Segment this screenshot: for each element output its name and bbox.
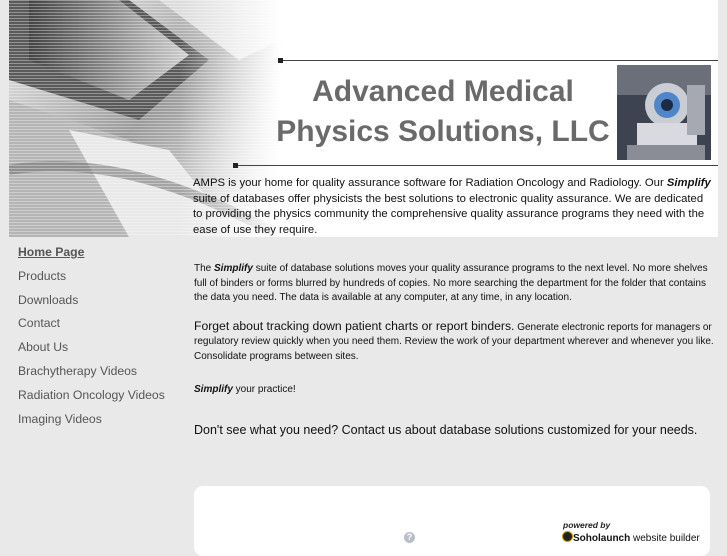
simplify-suite-paragraph xyxy=(194,262,714,306)
sidebar-item-brachytherapy xyxy=(18,362,188,386)
header-bottom-rule xyxy=(235,165,718,166)
p3-rest: your practice! xyxy=(232,384,296,395)
intro-paragraph xyxy=(193,176,713,237)
nav-link-imaging-videos[interactable]: Imaging Videos xyxy=(18,411,102,426)
sidebar-item-about xyxy=(18,338,188,362)
p3-brand: Simplify xyxy=(194,384,233,395)
soholaunch-logo-icon xyxy=(562,531,573,542)
intro-brand: Simplify xyxy=(666,177,711,189)
sidebar-item-imaging xyxy=(18,410,188,434)
site-title-line1: Advanced Medical xyxy=(312,75,574,108)
sidebar-item-radiation-oncology xyxy=(18,386,188,410)
main-content xyxy=(194,262,714,439)
p1-end: suite of database solutions moves your quality assurance programs to the next level. No more shelves full of binders or forms blurred by hundreds of copies. No more searching the department for the folder that contains the data you need. The data is available at any computer, at any time, in any location. xyxy=(194,263,708,303)
help-icon[interactable]: ? xyxy=(404,532,415,543)
p2-lead: Forget about tracking down patient charts or report binders. xyxy=(194,318,515,333)
header-top-rule xyxy=(280,60,718,61)
nav-link-products[interactable]: Products xyxy=(18,268,67,283)
nav-link-brachytherapy-videos[interactable]: Brachytherapy Videos xyxy=(18,363,138,378)
sidebar-item-contact xyxy=(18,314,188,338)
builder-suffix: website builder xyxy=(630,533,700,544)
nav-link-downloads[interactable]: Downloads xyxy=(18,292,79,307)
sidebar-item-products xyxy=(18,267,188,291)
sidebar-item-downloads xyxy=(18,291,188,315)
medical-equipment-photo xyxy=(617,65,711,160)
builder-brand: Soholaunch xyxy=(573,533,631,544)
powered-by-label: powered by xyxy=(563,520,611,530)
intro-text-start: AMPS is your home for quality assurance software for Radiation Oncology and Radiology. Our xyxy=(193,177,667,189)
header-banner xyxy=(9,0,718,237)
contact-custom-paragraph: Don't see what you need? Contact us about database solutions customized for your needs. xyxy=(194,422,698,437)
tracking-paragraph xyxy=(194,319,714,365)
site-title-line2: Physics Solutions, LLC xyxy=(276,115,610,148)
site-title xyxy=(271,72,615,152)
p1-start: The xyxy=(194,263,215,274)
sidebar-nav xyxy=(18,243,188,433)
website-builder-link[interactable] xyxy=(562,531,700,544)
nav-link-contact[interactable]: Contact xyxy=(18,316,61,331)
nav-link-radiation-oncology-videos[interactable]: Radiation Oncology Videos xyxy=(18,387,165,402)
p1-brand: Simplify xyxy=(214,263,253,274)
p2-rest: Generate electronic reports for managers or regulatory review quickly when you need them. Review the work of your department wherever and whenever you like. Consolidate programs between sites. xyxy=(194,321,714,362)
simplify-practice-paragraph xyxy=(194,383,714,398)
sidebar-item-home xyxy=(18,243,188,267)
footer-panel xyxy=(194,486,710,556)
intro-text-end: suite of databases offer physicists the best solutions to electronic quality assurance. We are dedicated to providing the physics community the comprehensive quality assurance programs they need with the ease of use they require. xyxy=(193,192,705,236)
nav-link-about-us[interactable]: About Us xyxy=(18,340,69,355)
nav-link-home-page[interactable]: Home Page xyxy=(18,245,85,259)
